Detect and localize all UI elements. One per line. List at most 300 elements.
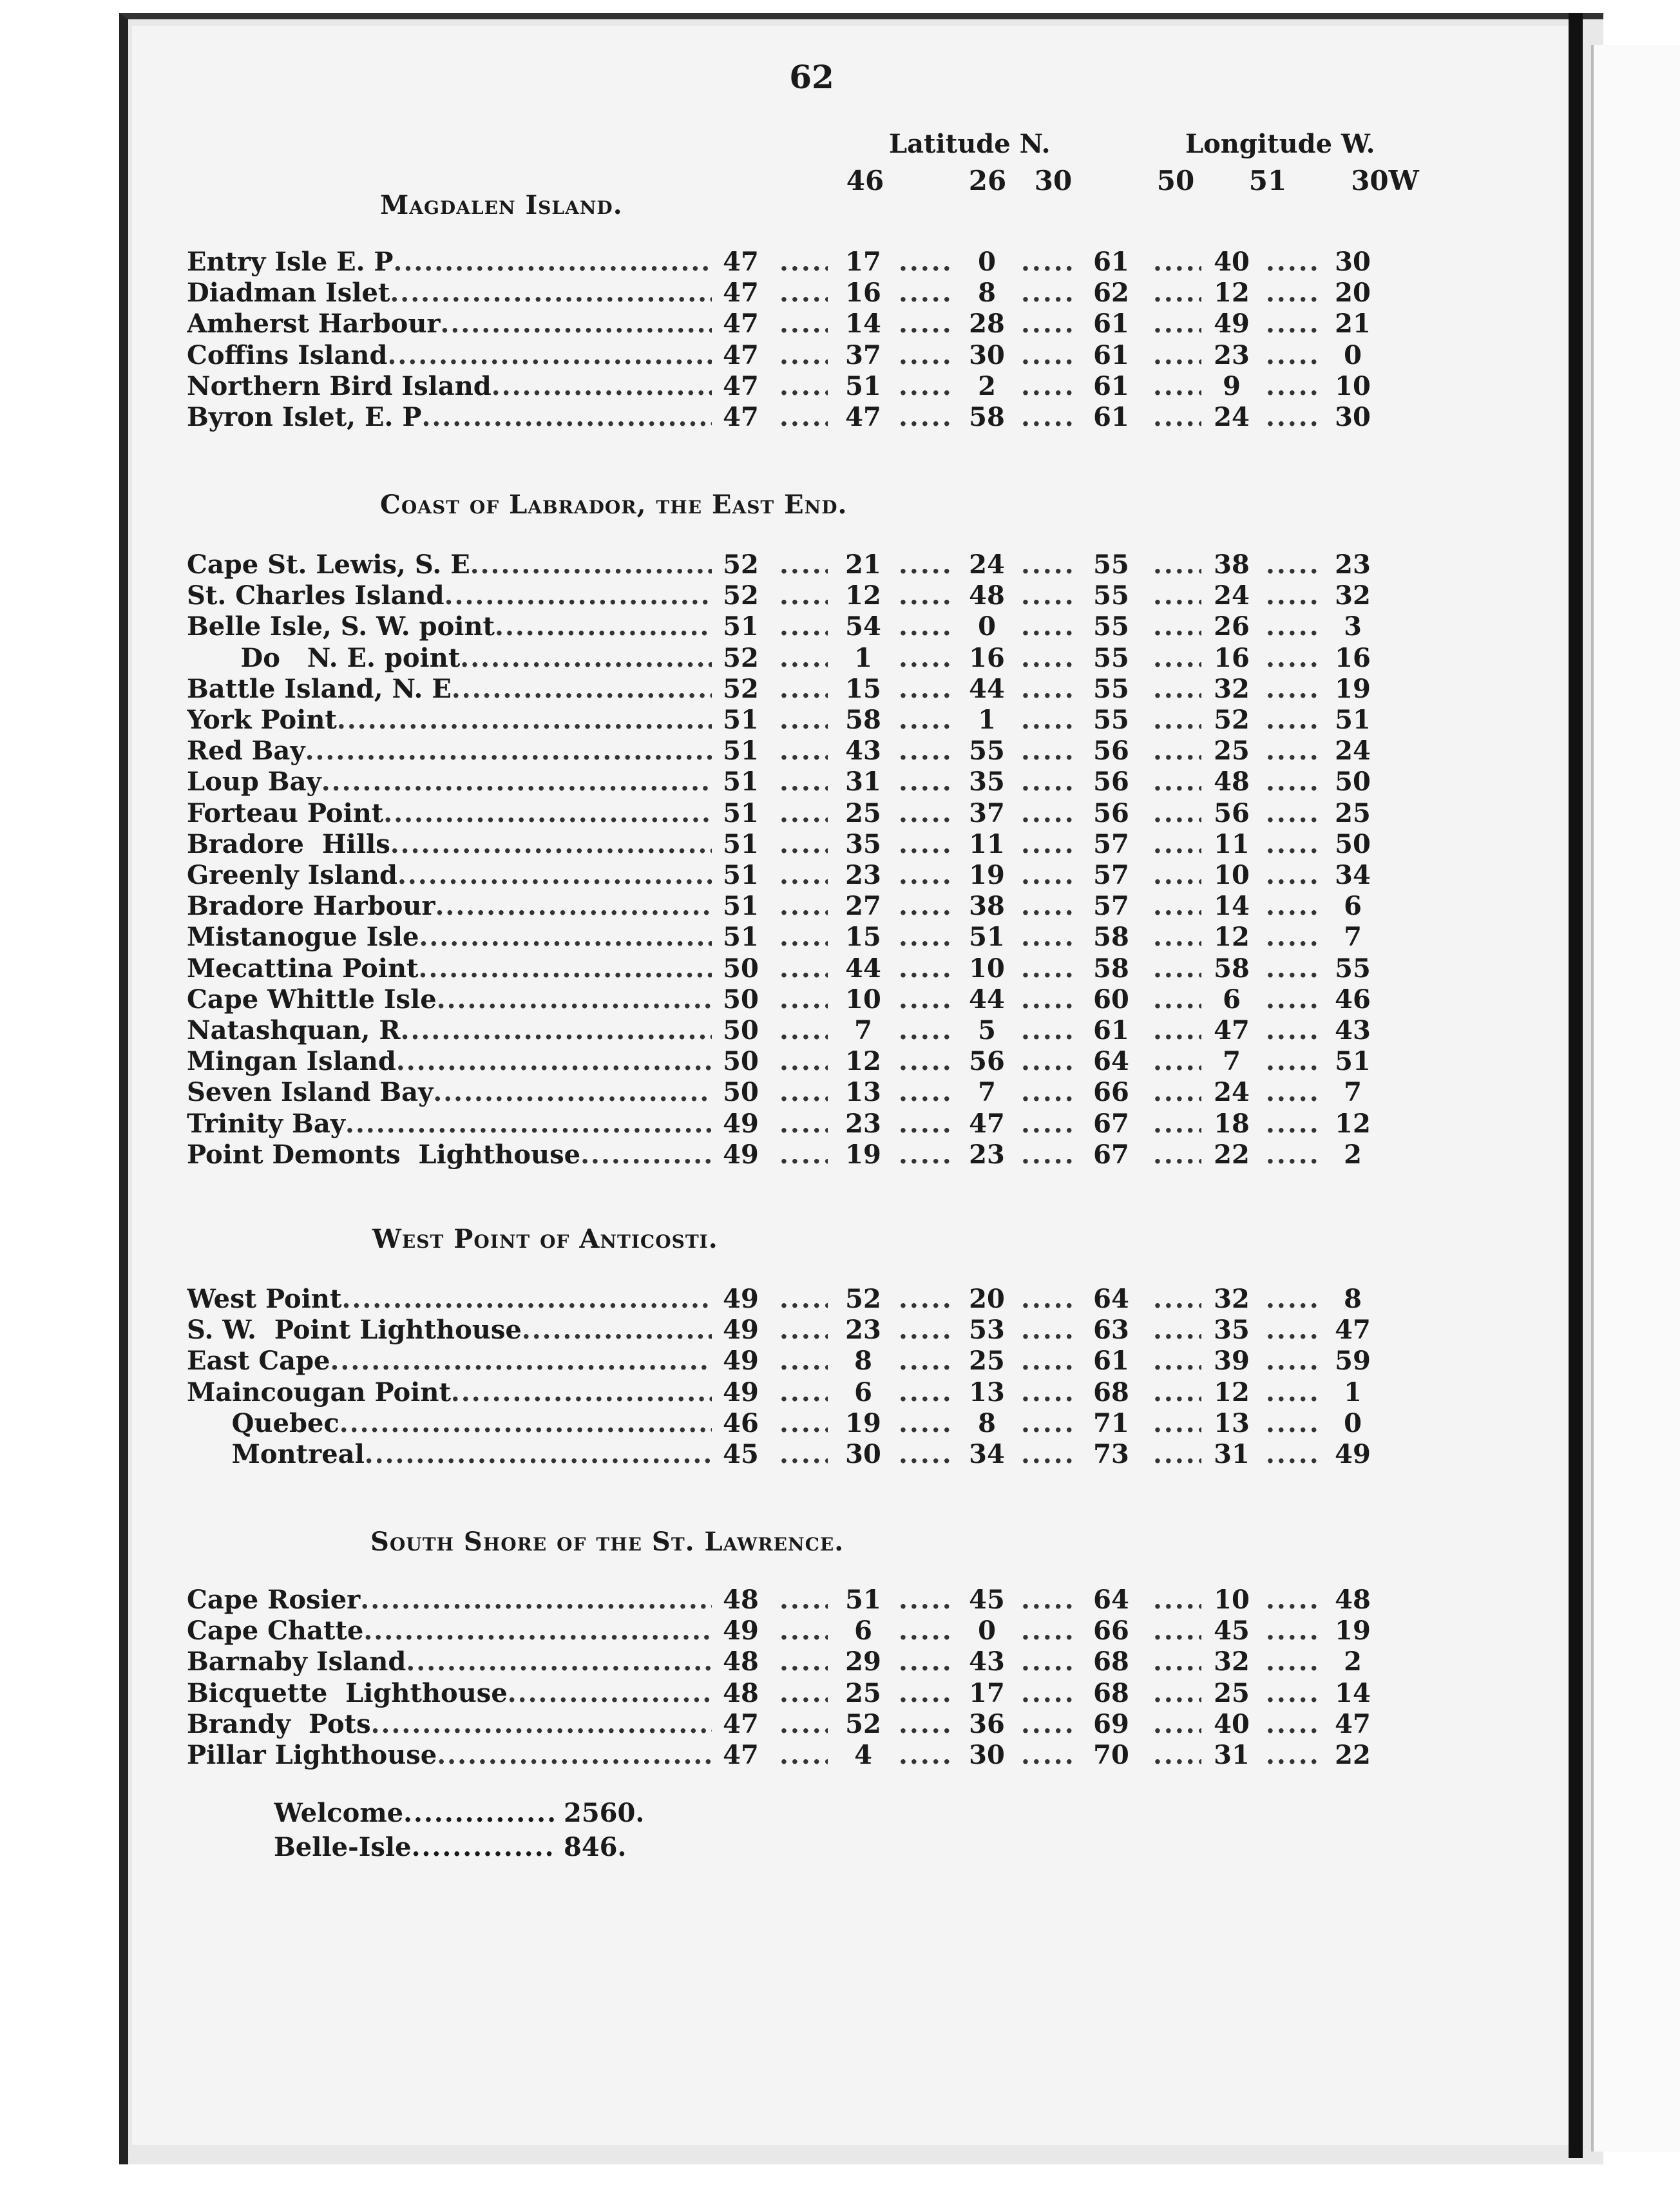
coordinate-cell: 52 xyxy=(723,674,759,704)
coordinate-cell: 6 xyxy=(854,1616,872,1646)
leader-dots xyxy=(899,860,950,891)
leader-dots xyxy=(1266,1315,1317,1346)
leader-dots xyxy=(1021,402,1076,433)
leader-dots xyxy=(1153,1077,1201,1108)
reference-name: Belle-Isle ..... xyxy=(274,1831,557,1864)
leader-dots xyxy=(1266,1077,1317,1108)
coordinate-cell: 73 xyxy=(1093,1439,1129,1469)
leader-dots xyxy=(1021,247,1076,278)
coordinate-cell: 51 xyxy=(723,736,759,766)
coordinate-cell: 50 xyxy=(723,1015,759,1045)
table-row xyxy=(187,891,1424,922)
place-name: York Point ..... xyxy=(187,705,712,736)
leader-dots xyxy=(899,402,950,433)
coordinate-cell: 56 xyxy=(1093,798,1129,828)
leader-dots xyxy=(779,309,828,339)
coordinate-cell: 8 xyxy=(978,1408,996,1438)
coordinate-cell: 45 xyxy=(1214,1616,1250,1646)
coordinate-cell: 44 xyxy=(969,984,1005,1015)
leader-dots xyxy=(1153,922,1201,953)
leader-dots xyxy=(779,705,828,736)
table-row xyxy=(187,1046,1424,1077)
leader-dots xyxy=(779,371,828,402)
table-row xyxy=(187,860,1424,891)
coordinate-cell: 68 xyxy=(1093,1646,1129,1677)
leader-dots xyxy=(1021,829,1076,860)
coordinate-cell: 47 xyxy=(1335,1709,1371,1739)
leader-dots xyxy=(899,767,950,797)
leader-dots xyxy=(779,1616,828,1646)
leader-dots xyxy=(1266,1709,1317,1740)
coordinate-cell: 30 xyxy=(1335,402,1371,432)
coordinate-cell: 17 xyxy=(969,1678,1005,1708)
leader-dots xyxy=(1266,1408,1317,1439)
coordinate-cell: 13 xyxy=(1214,1408,1250,1438)
coordinate-cell: 55 xyxy=(1093,611,1129,642)
column-header-lat-sec: 30 xyxy=(1034,165,1073,196)
coordinate-cell: 67 xyxy=(1093,1109,1129,1139)
leader-dots xyxy=(1021,1140,1076,1170)
leader-dots xyxy=(779,1678,828,1709)
leader-dots xyxy=(1153,1284,1201,1315)
coordinate-cell: 55 xyxy=(1093,674,1129,704)
leader-dots xyxy=(779,1015,828,1046)
leader-dots xyxy=(779,767,828,797)
leader-dots xyxy=(1021,580,1076,611)
coordinate-cell: 62 xyxy=(1093,278,1129,308)
leader-dots xyxy=(899,371,950,402)
leader-dots xyxy=(779,247,828,278)
leader-dots xyxy=(1153,1109,1201,1140)
leader-dots xyxy=(1266,1646,1317,1677)
coordinate-cell: 2 xyxy=(978,371,996,401)
reference-value: 2560. xyxy=(564,1798,645,1828)
leader-dots xyxy=(1021,643,1076,674)
place-name: Greenly Island ..... xyxy=(187,860,712,891)
leader-dots xyxy=(1021,1346,1076,1377)
coordinate-cell: 61 xyxy=(1093,402,1129,432)
place-name: Cape Whittle Isle ..... xyxy=(187,984,712,1015)
leader-dots xyxy=(899,1109,950,1140)
coordinate-cell: 32 xyxy=(1214,674,1250,704)
coordinate-cell: 51 xyxy=(723,705,759,735)
coordinate-cell: 49 xyxy=(723,1284,759,1314)
coordinate-cell: 30 xyxy=(845,1439,881,1469)
coordinate-cell: 47 xyxy=(723,309,759,339)
leader-dots xyxy=(1266,1109,1317,1140)
place-name: Battle Island, N. E ..... xyxy=(187,674,712,705)
leader-dots xyxy=(1266,891,1317,922)
place-name: Do N. E. point ..... xyxy=(187,643,712,674)
leader-dots xyxy=(1153,402,1201,433)
coordinate-cell: 26 xyxy=(1214,611,1250,642)
coordinate-cell: 58 xyxy=(1093,922,1129,952)
coordinate-cell: 49 xyxy=(723,1315,759,1345)
coordinate-cell: 23 xyxy=(845,1315,881,1345)
coordinate-cell: 25 xyxy=(1214,736,1250,766)
coordinate-cell: 36 xyxy=(969,1709,1005,1739)
coordinate-cell: 66 xyxy=(1093,1077,1129,1107)
place-name: Quebec ..... xyxy=(187,1408,712,1439)
coordinate-cell: 52 xyxy=(723,643,759,673)
table-row xyxy=(187,1315,1424,1346)
leader-dots xyxy=(1266,1284,1317,1315)
leader-dots xyxy=(1153,1616,1201,1646)
coordinate-cell: 23 xyxy=(1214,340,1250,370)
coordinate-cell: 15 xyxy=(845,922,881,952)
place-name: West Point ..... xyxy=(187,1284,712,1315)
leader-dots xyxy=(899,705,950,736)
leader-dots xyxy=(1266,736,1317,767)
coordinate-cell: 12 xyxy=(845,580,881,611)
leader-dots xyxy=(779,953,828,984)
coordinate-cell: 34 xyxy=(969,1439,1005,1469)
coordinate-cell: 64 xyxy=(1093,1284,1129,1314)
coordinate-cell: 50 xyxy=(1335,767,1371,797)
coordinate-cell: 7 xyxy=(1344,922,1362,952)
leader-dots xyxy=(779,1284,828,1315)
leader-dots xyxy=(1266,922,1317,953)
coordinate-cell: 68 xyxy=(1093,1678,1129,1708)
coordinate-cell: 50 xyxy=(723,953,759,984)
coordinate-cell: 51 xyxy=(723,611,759,642)
section-title: South Shore of the St. Lawrence. xyxy=(370,1527,845,1557)
table-row xyxy=(187,674,1424,705)
coordinate-cell: 0 xyxy=(978,1616,996,1646)
coordinate-cell: 45 xyxy=(969,1585,1005,1615)
leader-dots xyxy=(899,891,950,922)
leader-dots xyxy=(1266,1740,1317,1771)
leader-dots xyxy=(779,402,828,433)
leader-dots xyxy=(1266,798,1317,829)
coordinate-cell: 43 xyxy=(1335,1015,1371,1045)
coordinate-cell: 1 xyxy=(1344,1377,1362,1407)
coordinate-cell: 61 xyxy=(1093,309,1129,339)
coordinate-cell: 50 xyxy=(723,1046,759,1076)
table-row xyxy=(187,705,1424,736)
coordinate-cell: 49 xyxy=(1214,309,1250,339)
leader-dots xyxy=(899,1709,950,1740)
leader-dots xyxy=(1266,1140,1317,1170)
coordinate-cell: 69 xyxy=(1093,1709,1129,1739)
coordinate-cell: 19 xyxy=(969,860,1005,890)
leader-dots xyxy=(1153,1315,1201,1346)
place-name: Brandy Pots ..... xyxy=(187,1709,712,1740)
coordinate-cell: 10 xyxy=(1214,1585,1250,1615)
coordinate-cell: 0 xyxy=(1344,1408,1362,1438)
coordinate-cell: 47 xyxy=(723,1709,759,1739)
column-header-lat-min: 26 xyxy=(968,165,1007,196)
coordinate-cell: 22 xyxy=(1335,1740,1371,1770)
coordinate-cell: 35 xyxy=(969,767,1005,797)
coordinate-cell: 61 xyxy=(1093,371,1129,401)
leader-dots xyxy=(1266,829,1317,860)
latitude-header: Latitude N. xyxy=(889,129,1051,159)
coordinate-cell: 35 xyxy=(1214,1315,1250,1345)
leader-dots xyxy=(1021,371,1076,402)
leader-dots xyxy=(899,309,950,339)
table-row xyxy=(187,767,1424,797)
leader-dots xyxy=(1266,247,1317,278)
coordinate-cell: 28 xyxy=(969,309,1005,339)
place-name: S. W. Point Lighthouse ..... xyxy=(187,1315,712,1346)
leader-dots xyxy=(899,1585,950,1616)
coordinate-cell: 7 xyxy=(854,1015,872,1045)
leader-dots xyxy=(779,1408,828,1439)
coordinate-cell: 31 xyxy=(845,767,881,797)
coordinate-cell: 50 xyxy=(723,1077,759,1107)
leader-dots xyxy=(899,340,950,371)
coordinate-cell: 63 xyxy=(1093,1315,1129,1345)
coordinate-cell: 49 xyxy=(723,1346,759,1376)
coordinate-cell: 24 xyxy=(1214,580,1250,611)
coordinate-cell: 57 xyxy=(1093,891,1129,921)
coordinate-cell: 47 xyxy=(723,278,759,308)
leader-dots xyxy=(1153,860,1201,891)
leader-dots xyxy=(1021,1284,1076,1315)
leader-dots xyxy=(1266,1616,1317,1646)
place-name: Maincougan Point ..... xyxy=(187,1377,712,1408)
leader-dots xyxy=(899,1646,950,1677)
leader-dots xyxy=(899,674,950,705)
leader-dots xyxy=(1153,736,1201,767)
leader-dots xyxy=(1021,309,1076,339)
coordinate-cell: 20 xyxy=(1335,278,1371,308)
coordinate-cell: 18 xyxy=(1214,1109,1250,1139)
leader-dots xyxy=(1153,1646,1201,1677)
place-name: Seven Island Bay ..... xyxy=(187,1077,712,1108)
leader-dots xyxy=(1153,371,1201,402)
coordinate-cell: 64 xyxy=(1093,1046,1129,1076)
leader-dots xyxy=(1153,798,1201,829)
coordinate-cell: 38 xyxy=(969,891,1005,921)
leader-dots xyxy=(1153,1740,1201,1771)
table-row xyxy=(187,1439,1424,1470)
leader-dots xyxy=(1153,953,1201,984)
coordinate-cell: 44 xyxy=(845,953,881,984)
place-name: Mistanogue Isle ..... xyxy=(187,922,712,953)
coordinate-cell: 24 xyxy=(1214,1077,1250,1107)
leader-dots xyxy=(899,643,950,674)
place-name: Byron Islet, E. P ..... xyxy=(187,402,712,433)
leader-dots xyxy=(1021,1015,1076,1046)
coordinate-cell: 70 xyxy=(1093,1740,1129,1770)
leader-dots xyxy=(1153,891,1201,922)
leader-dots xyxy=(1021,736,1076,767)
coordinate-cell: 49 xyxy=(723,1140,759,1170)
coordinate-cell: 27 xyxy=(845,891,881,921)
column-header-lon-sec: 30W xyxy=(1351,165,1419,196)
leader-dots xyxy=(1153,1439,1201,1470)
coordinate-cell: 30 xyxy=(969,1740,1005,1770)
table-row xyxy=(187,643,1424,674)
table-row xyxy=(187,1616,1424,1646)
coordinate-cell: 24 xyxy=(1335,736,1371,766)
coordinate-cell: 60 xyxy=(1093,984,1129,1015)
reference-value: 846. xyxy=(564,1832,627,1862)
coordinate-cell: 25 xyxy=(1214,1678,1250,1708)
reference-row xyxy=(274,1831,686,1864)
coordinate-cell: 8 xyxy=(854,1346,872,1376)
leader-dots xyxy=(779,1585,828,1616)
coordinate-cell: 10 xyxy=(969,953,1005,984)
coordinate-cell: 31 xyxy=(1214,1439,1250,1469)
coordinate-cell: 0 xyxy=(1344,340,1362,370)
coordinate-cell: 52 xyxy=(1214,705,1250,735)
coordinate-cell: 48 xyxy=(1335,1585,1371,1615)
coordinate-cell: 8 xyxy=(1344,1284,1362,1314)
leader-dots xyxy=(1266,402,1317,433)
place-name: Point Demonts Lighthouse ..... xyxy=(187,1140,712,1170)
coordinate-cell: 64 xyxy=(1093,1585,1129,1615)
table-row xyxy=(187,798,1424,829)
leader-dots xyxy=(899,278,950,309)
coordinate-cell: 12 xyxy=(1214,922,1250,952)
leader-dots xyxy=(779,549,828,580)
leader-dots xyxy=(779,860,828,891)
leader-dots xyxy=(779,1046,828,1077)
coordinate-cell: 51 xyxy=(845,1585,881,1615)
coordinate-cell: 48 xyxy=(723,1678,759,1708)
coordinate-cell: 49 xyxy=(723,1616,759,1646)
leader-dots xyxy=(1266,1678,1317,1709)
leader-dots xyxy=(1266,371,1317,402)
table-row xyxy=(187,247,1424,278)
section-title: Coast of Labrador, the East End. xyxy=(380,490,848,520)
leader-dots xyxy=(1021,1439,1076,1470)
coordinate-cell: 56 xyxy=(1214,798,1250,828)
table-row xyxy=(187,1377,1424,1408)
place-name: Northern Bird Island ..... xyxy=(187,371,712,402)
place-name: Mecattina Point ..... xyxy=(187,953,712,984)
leader-dots xyxy=(1021,1616,1076,1646)
page-number: 62 xyxy=(789,58,834,96)
coordinate-cell: 43 xyxy=(845,736,881,766)
coordinate-cell: 13 xyxy=(845,1077,881,1107)
leader-dots xyxy=(899,1678,950,1709)
coordinate-cell: 52 xyxy=(723,580,759,611)
coordinate-cell: 17 xyxy=(845,247,881,277)
section-title: West Point of Anticosti. xyxy=(372,1224,718,1254)
coordinate-cell: 37 xyxy=(969,798,1005,828)
leader-dots xyxy=(1021,278,1076,309)
coordinate-cell: 57 xyxy=(1093,860,1129,890)
leader-dots xyxy=(1021,922,1076,953)
coordinate-cell: 1 xyxy=(978,705,996,735)
coordinate-cell: 56 xyxy=(969,1046,1005,1076)
leader-dots xyxy=(899,580,950,611)
coordinate-cell: 14 xyxy=(1335,1678,1371,1708)
coordinate-cell: 40 xyxy=(1214,1709,1250,1739)
leader-dots xyxy=(899,1439,950,1470)
coordinate-cell: 47 xyxy=(1335,1315,1371,1345)
leader-dots xyxy=(1153,1346,1201,1377)
leader-dots xyxy=(1021,1315,1076,1346)
leader-dots xyxy=(1266,767,1317,797)
leader-dots xyxy=(779,1109,828,1140)
coordinate-cell: 49 xyxy=(1335,1439,1371,1469)
coordinate-cell: 16 xyxy=(845,278,881,308)
coordinate-cell: 23 xyxy=(1335,549,1371,580)
coordinate-cell: 56 xyxy=(1093,767,1129,797)
coordinate-cell: 46 xyxy=(1335,984,1371,1015)
coordinate-cell: 49 xyxy=(723,1109,759,1139)
table-row xyxy=(187,1109,1424,1140)
table-row xyxy=(187,953,1424,984)
coordinate-cell: 51 xyxy=(723,891,759,921)
leader-dots xyxy=(899,829,950,860)
leader-dots xyxy=(1021,1109,1076,1140)
coordinate-cell: 58 xyxy=(845,705,881,735)
leader-dots xyxy=(899,549,950,580)
leader-dots xyxy=(1153,1408,1201,1439)
coordinate-cell: 38 xyxy=(1214,549,1250,580)
leader-dots xyxy=(1021,953,1076,984)
leader-dots xyxy=(899,984,950,1015)
leader-dots xyxy=(899,1077,950,1108)
coordinate-cell: 4 xyxy=(854,1740,872,1770)
place-name: Amherst Harbour ..... xyxy=(187,309,712,339)
table-row xyxy=(187,1140,1424,1170)
coordinate-cell: 2 xyxy=(1344,1140,1362,1170)
leader-dots xyxy=(1153,1046,1201,1077)
leader-dots xyxy=(779,1346,828,1377)
leader-dots xyxy=(1021,891,1076,922)
coordinate-cell: 7 xyxy=(1223,1046,1241,1076)
leader-dots xyxy=(899,798,950,829)
leader-dots xyxy=(899,1015,950,1046)
table-row xyxy=(187,340,1424,371)
coordinate-cell: 52 xyxy=(723,549,759,580)
leader-dots xyxy=(899,1140,950,1170)
place-name: Cape Chatte ..... xyxy=(187,1616,712,1646)
coordinate-cell: 19 xyxy=(845,1140,881,1170)
leader-dots xyxy=(1153,580,1201,611)
table-row xyxy=(187,309,1424,339)
place-name: Belle Isle, S. W. point ..... xyxy=(187,611,712,642)
coordinate-cell: 61 xyxy=(1093,1346,1129,1376)
coordinate-cell: 48 xyxy=(969,580,1005,611)
leader-dots xyxy=(1021,767,1076,797)
leader-dots xyxy=(899,611,950,642)
place-name: Red Bay ..... xyxy=(187,736,712,767)
coordinate-cell: 7 xyxy=(1344,1077,1362,1107)
coordinate-cell: 12 xyxy=(1335,1109,1371,1139)
table-row xyxy=(187,1678,1424,1709)
place-name: Trinity Bay ..... xyxy=(187,1109,712,1140)
reference-row xyxy=(274,1797,686,1829)
leader-dots xyxy=(779,1709,828,1740)
table-row xyxy=(187,1077,1424,1108)
leader-dots xyxy=(779,1377,828,1408)
leader-dots xyxy=(1266,1015,1317,1046)
coordinate-cell: 25 xyxy=(845,798,881,828)
coordinate-cell: 47 xyxy=(723,402,759,432)
leader-dots xyxy=(1266,643,1317,674)
coordinate-cell: 25 xyxy=(1335,798,1371,828)
leader-dots xyxy=(899,1377,950,1408)
coordinate-cell: 9 xyxy=(1223,371,1241,401)
coordinate-cell: 48 xyxy=(723,1585,759,1615)
coordinate-cell: 61 xyxy=(1093,247,1129,277)
coordinate-cell: 11 xyxy=(969,829,1005,859)
place-name: Diadman Islet ..... xyxy=(187,278,712,309)
coordinate-cell: 19 xyxy=(1335,674,1371,704)
coordinate-cell: 6 xyxy=(1223,984,1241,1015)
table-row xyxy=(187,549,1424,580)
table-row xyxy=(187,829,1424,860)
leader-dots xyxy=(1153,1140,1201,1170)
